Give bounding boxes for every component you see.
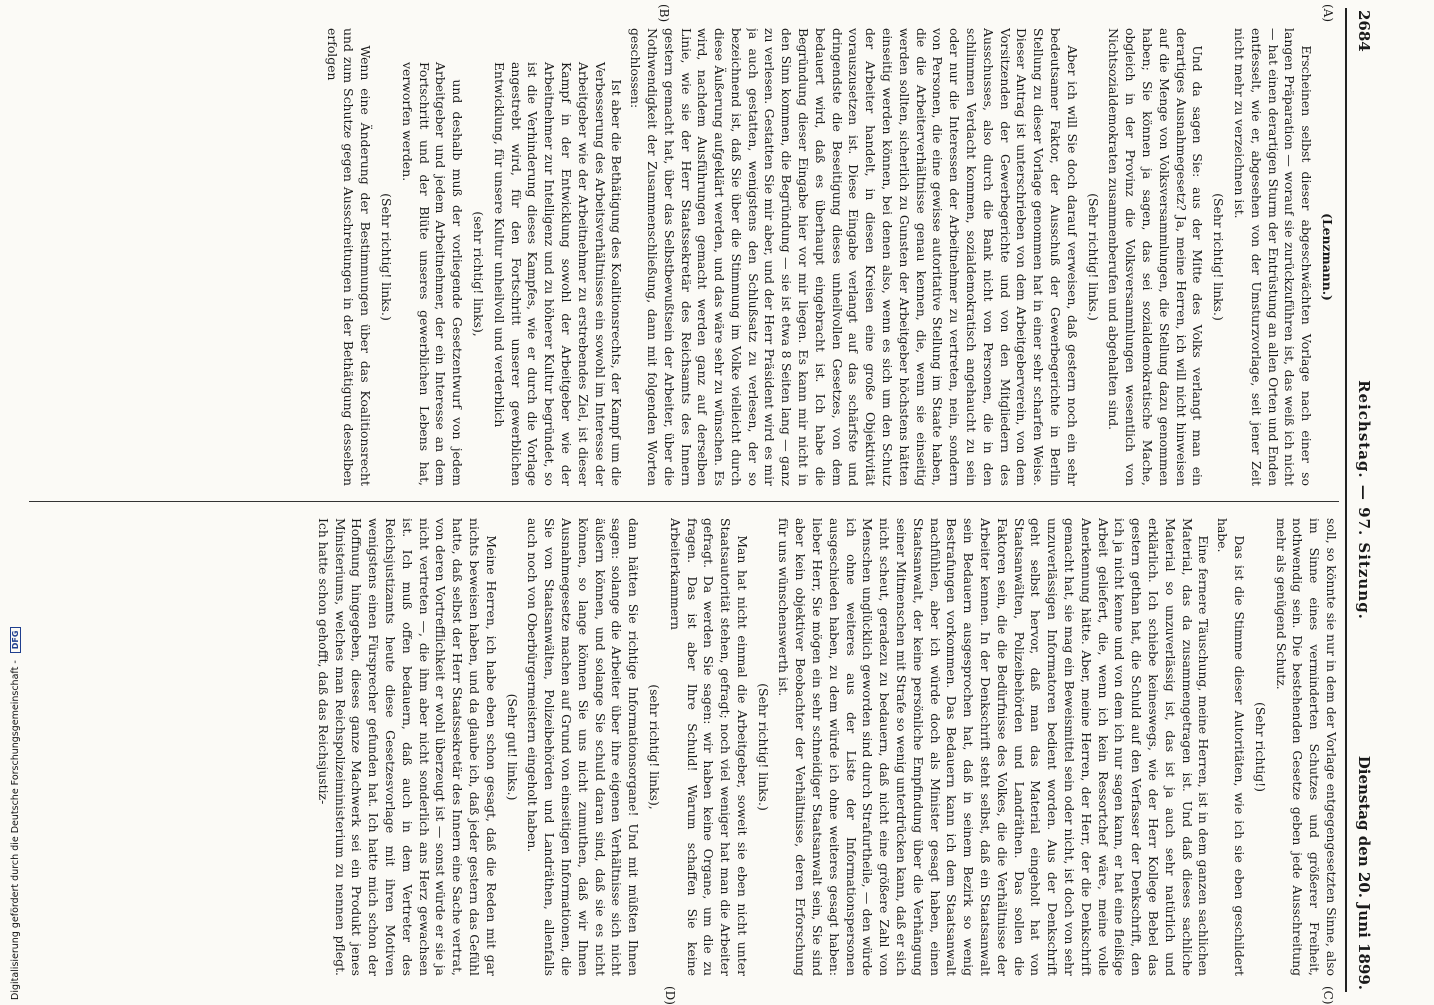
speaker-label: (Lenzmann.) <box>1320 213 1335 301</box>
credit-text: Digitalisierung gefördert durch die Deutsche Forschungsgemeinschaft - <box>10 660 21 1000</box>
paragraph: Man hat nicht einmal die Arbeitgeber, soweit sie eben nicht unter Staatsautorität stehen, gefragt; noch viel weniger hat man die Arbeiter gefragt. Da werden Sie sagen: wir haben keine Organe, um die zu fragen. Das ist aber Ihre Schuld! Warum schaffen Sie keine Arbeiterkammern <box>667 518 750 976</box>
margin-mark-d: (D) <box>663 986 677 1005</box>
session-date: Dienstag den 20. Juni 1899. <box>1355 755 1373 990</box>
paragraph: Aber ich will Sie doch darauf verweisen, daß gestern noch ein sehr bedeutsamer Faktor, der Ausschuß der Gewerbegerichte in Berlin Stellung zu dieser Vorlage genommen hat in einer sehr scharfen Weise. Dieser Antrag ist unterschrieben von dem Arbeitgeberverein, von dem Vorsitzenden der Gewerbegerichte und von den Mitgliedern des Ausschusses, also durch die Bank nicht von Personen, die in den schlimmen Verdacht kommen, sozialdemokratisch angehaucht zu sein oder nur die Interessen der Arbeitnehmer zu vertreten, nein, sondern von Personen, die eine gewisse autoritative Stellung im Staate haben, die die Arbeiterverhältnisse genau kennen, die, wenn sie einseitig werden sollten, sicherlich zu Gunsten der Arbeitgeber höchstens hätten einseitig werden können, bei denen also, wenn es sich um den Schutz der Arbeiter handelt, in diesen Kreisen eine große Objektivität vorauszusetzen ist. Diese Eingabe verlangt auf das schärfste und dringendste die Beseitigung dieses unheilvollen Gesetzes, von dem bedauert wird, daß es überhaupt eingebracht ist. Ich habe die Begründung dieser Eingabe hier vor mir liegen. Es kann mir nicht in den Sinn kommen, die Begründung — sie ist etwa 8 Seiten lang — ganz zu verlesen. Gestatten Sie mir aber, und der Herr Präsident wird es mir ja auch gestatten, wenigstens den Schlußsatz zu verlesen, der so bezeichnend ist, daß Sie über die Stimmung im Volke vielleicht durch diese Äußerung aufgeklärt werden, und das wäre sehr zu wünschen. Es wird, nachdem Ausführungen gemacht werden ganz auf derselben Linie, wie sie der Herr Staatssekretär des Reichsamts des Innern gestern gemacht hat, über das Selbstbewußtsein der Arbeiter, über die Nothwendigkeit der Zusammenschließung, dann mit folgenden Worten geschlossen: <box>628 28 1080 486</box>
digitization-credit <box>10 360 26 1000</box>
newspaper-page <box>12 0 1387 1005</box>
header-rule <box>1345 8 1347 992</box>
margin-mark-a: (A) <box>1321 4 1335 23</box>
column-divider <box>29 501 1339 502</box>
paragraph: dann hätten Sie richtige Informationsorgane! Und mit müßten Ihnen sagen: solange die Arbeiter über ihre eigenen Verhältnisse sich nicht äußern können, und solange Sie schuld daran sind, daß sie es nicht können, so lange können Sie uns nicht zumuthen, daß wir Ihnen Ausnahmegesetze machen auf Grund von einseitigen Informationen, die Sie von Staatsanwälten, Polizeibehörden und Landräthen, allenfalls auch noch von Oberbürgermeistern eingeholt haben. <box>525 518 642 976</box>
interjection: (sehr richtig! links), <box>646 684 662 810</box>
interjection: (Sehr richtig!) <box>1252 702 1268 792</box>
paragraph: Das ist die Stimme dieser Autoritäten, wie ich sie eben geschildert habe. <box>1215 518 1248 976</box>
quotation <box>398 62 624 486</box>
page-title: Reichstag. — 97. Sitzung. <box>1355 380 1373 620</box>
quote-paragraph: Ist aber die Bethätigung des Koalitionsrechts, der Kampf um die Verbesserung des Arbeitsverhältnisses ein sowohl im Interesse der Arbeitgeber wie der Arbeitnehmer zu erstrebendes Ziel, ist dieser Kampf in der Entwicklung sowohl der Arbeitgeber wie der Arbeitnehmer zur Intelligenz und zu höherer Kultur begründet, so ist die Verhinderung dieses Kampfes, wie er durch die Vorlage angestrebt wird, für den Fortschritt unserer gewerblichen Entwicklung, für unsere Kultur unheilvoll und verderblich <box>491 62 625 486</box>
quote-paragraph: und deshalb muß der vorliegende Gesetzentwurf von jedem Arbeitgeber und jedem Arbeitnehmer, der ein Interesse an dem Fortschritt und der Blüte unseres gewerblichen Lebens hat, verworfen werden. <box>399 62 466 486</box>
interjection: (Sehr richtig! links.) <box>1085 193 1101 321</box>
margin-mark-c: (C) <box>1321 986 1335 1005</box>
paragraph: Meine Herren, ich habe eben schon gesagt, daß die Reden mit gar nichts beweisen haben, und da glaube ich, daß jeder gestern das Gefühl hatte, daß selbst der Herr Staatssekretär des Innern eine Sache vertrat, von deren Vortrefflichkeit er wohl überzeugt ist — sonst würde er sie ja nicht vertreten —, die ihm aber nicht sonderlich ans Herz gewachsen ist. Ich muß offen bedauern, daß auch in dem Vertreter des Reichsjustizamts heute diese Gesetzesvorlage mit ihren Motiven wenigstens einen Fürsprecher gefunden hat. Ich hatte mich schon der Hoffnung hingegeben, dieses ganze Machwerk sei ein Produkt jenes Ministeriums, welches man Reichspolizeiministerium zu nennen pflegt. Ich hatte schon gehofft, daß das Reichsjustiz- <box>315 518 499 976</box>
paragraph: Eine fernere Täuschung, meine Herren, ist in dem ganzen sachlichen Material, das da zusammengetragen ist. Und daß dieses sachliche Material so unzuverlässig ist, das ist ja auch sehr natürlich und erklärlich. Ich schiebe keineswegs, wie der Herr Kollege Bebel das gestern gethan hat, die Schuld auf den Verfasser der Denkschrift, den ich ja nicht kenne und von dem ich nur sagen kann, er hat eine fleißige Arbeit geliefert, die, wenn ich kein Ressortchef wäre, meine volle Anerkennung hätte. Aber, meine Herren, der Herr, der die Denkschrift gemacht hat, sie mag ein Beweismittel sein oder nicht, ist doch von sehr unzuverlässigen Informatoren bedient worden. Aus der Denkschrift geht selbst hervor, daß man das Material eingeholt hat von Staatsanwälten, Polizeibehörden und Landräthen. Das sollen die Faktoren sein, die die Bedürfnisse des Volkes, die die Verhältnisse der Arbeiter kennen. In der Denkschrift steht selbst, daß ein Staatsanwalt sein Bedauern ausgesprochen hat, daß in seinem Bezirk so wenig Bestrafungen vorkommen. Das Bedauern kann ich dem Staatsanwalt nachfühlen, aber ich würde doch als Minister gesagt haben, einen Staatsanwalt, der keine persönliche Empfindung über die Verhängung seiner Mitmenschen mit Strafe so wenig unterdrücken kann, daß er sich nicht scheut, geradezu zu bedauern, daß nicht eine größere Zahl von Menschen unglücklich geworden sind durch Strafurtheile, — den würde ich ohne weiteres aus der Liste der Informationspersonen ausgeschieden haben, zu dem würde ich ohne weiteres gesagt haben: lieber Herr, Sie mögen ein sehr schneidiger Staatsanwalt sein, Sie sind aber kein objektiver Beobachter der Verhältnisse, deren Erforschung für uns wünschenswerth ist. <box>776 518 1212 976</box>
paragraph: Wenn eine Änderung der Bestimmungen über das Koalitionsrecht und zum Schutze gegen Ausschreitungen in der Bethätigung desselben erfolgen <box>324 28 374 486</box>
paragraph: Und da sagen Sie: aus der Mitte des Volks verlangt man ein derartiges Ausnahmegesetz? Ja, meine Herren, ich will nicht hinweisen auf die Menge von Volksversammlungen, die Stellung dazu genommen haben; Sie können ja sagen, das sei sozialdemokratische Mache, obgleich in der Provinz die Volksversammlungen wesentlich von Nichtsozialdemokraten zusammenberufen und abgehalten sind. <box>1106 28 1206 486</box>
interjection: (Sehr gut! links.) <box>504 693 520 801</box>
right-column <box>29 518 1339 976</box>
margin-mark-b: (B) <box>657 4 671 23</box>
interjection: (Sehr richtig! links.) <box>378 193 394 321</box>
page-number: 2684 <box>1355 10 1373 52</box>
dfg-logo: DFG <box>10 627 21 654</box>
left-column <box>29 28 1339 486</box>
interjection: (Sehr richtig! links.) <box>755 683 771 811</box>
interjection: (sehr richtig! links), <box>470 211 486 337</box>
page-header <box>1347 10 1377 990</box>
paragraph: soll, so könnte sie nur in dem der Vorlage entgegengesetzten Sinne, also im Sinne eines verminderten Schutzes und größerer Freiheit, nothwendig sein. Die bestehenden Gesetze geben jede Ausschreitung mehr als genügend Schutz. <box>1273 518 1339 976</box>
interjection: (Sehr richtig! links.) <box>1211 193 1227 321</box>
paragraph: Erscheinen selbst dieser abgeschwächten Vorlage nach einer so langen Präparation — worauf sie zurückzuführen ist, das weiß ich nicht — hat einen derartigen Sturm der Entrüstung an allen Orten und Enden entfesselt, wie er, abgesehen von der Umsturzvorlage, seit jener Zeit nicht mehr zu verzeichnen ist. <box>1232 28 1315 486</box>
